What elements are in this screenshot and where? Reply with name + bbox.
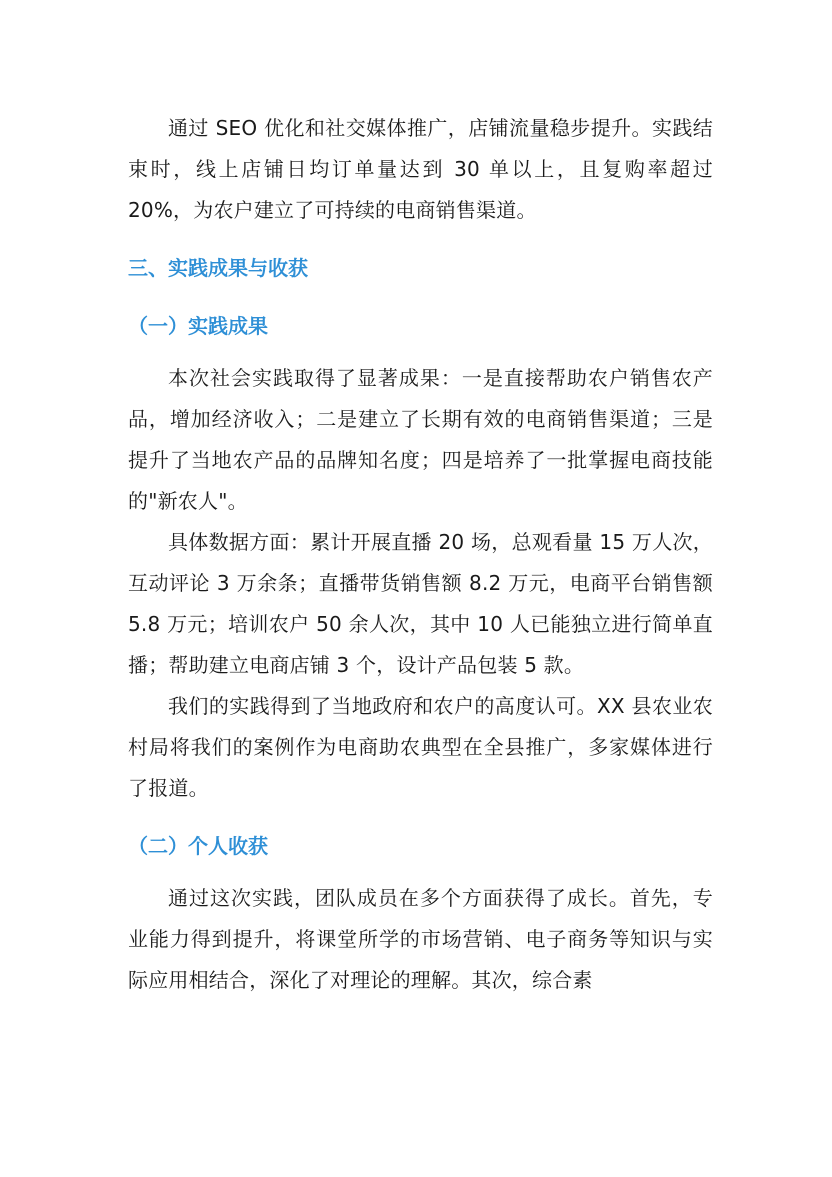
section-heading: 三、实践成果与收获 — [128, 256, 308, 280]
subsection-heading-gains: （二）个人收获 — [128, 834, 268, 858]
document-body — [128, 108, 713, 1001]
paragraph-results-data: 具体数据方面：累计开展直播 20 场，总观看量 15 万人次，互动评论 3 万余条；直播带货销售额 8.2 万元，电商平台销售额 5.8 万元；培训农户 50 余人次，其中 10 人已能独立进行简单直播；帮助建立电商店铺 3 个，设计产品包装 5 款。 — [128, 530, 713, 677]
paragraph-results-summary: 本次社会实践取得了显著成果：一是直接帮助农户销售农产品，增加经济收入；二是建立了长期有效的电商销售渠道；三是提升了当地农产品的品牌知名度；四是培养了一批掌握电商技能的"新农人"。 — [128, 366, 713, 513]
paragraph-results-recognition: 我们的实践得到了当地政府和农户的高度认可。XX 县农业农村局将我们的案例作为电商助农典型在全县推广，多家媒体进行了报道。 — [128, 694, 713, 800]
paragraph-intro: 通过 SEO 优化和社交媒体推广，店铺流量稳步提升。实践结束时，线上店铺日均订单量达到 30 单以上，且复购率超过 20%，为农户建立了可持续的电商销售渠道。 — [128, 116, 713, 222]
paragraph-personal-gains: 通过这次实践，团队成员在多个方面获得了成长。首先，专业能力得到提升，将课堂所学的市场营销、电子商务等知识与实际应用相结合，深化了对理论的理解。其次，综合素 — [128, 886, 713, 992]
subsection-heading-results: （一）实践成果 — [128, 314, 268, 338]
